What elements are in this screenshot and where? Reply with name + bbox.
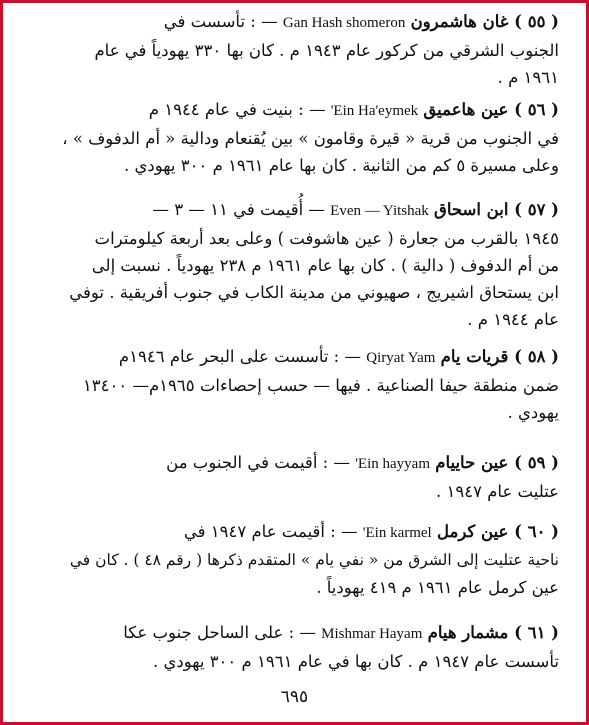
entry-heading: ( ٦٠ ) عين كرمل [436, 522, 559, 541]
entry-first-text: : أقيمت في الجنوب من [166, 453, 329, 472]
entry-58 [61, 343, 559, 426]
entry-line: من أم الدفوف ( دالية ) . كان بها عام ١٩٦١ م ٢٣٨ يهودياً . نسبت إلى [91, 256, 559, 275]
entry-line: في الجنوب من قرية « قيرة وقامون » بين يُقنعام ودالية « أم الدفوف » ، [62, 129, 559, 148]
entry-first-line: ( ٦١ ) مشمار هيام Mishmar Hayam — : على الساحل جنوب عكا [123, 623, 559, 642]
entry-line: ضمن منطقة حيفا الصناعية . فيها — حسب إحصاءات ١٩٦٥م— ١٣٤٠٠ [82, 376, 559, 395]
entry-first-line: ( ٥٦ ) عين هاعميق 'Ein Ha'eymek — : بنيت في عام ١٩٤٤ م [148, 100, 559, 119]
entry-heading: ( ٦١ ) مشمار هيام [427, 623, 559, 642]
entry-first-line: ( ٥٩ ) عين حاييام 'Ein hayyam — : أقيمت في الجنوب من [166, 453, 559, 472]
page-number: ٦٩٥ [280, 687, 309, 707]
entry-line: ١٩٦١ م . [497, 68, 559, 87]
entry-latin-name: Gan Hash shomeron [282, 15, 406, 31]
entry-56 [61, 96, 559, 179]
entry-first-text: : على الساحل جنوب عكا [123, 623, 295, 642]
entry-line: ١٩٤٥ بالقرب من جعارة ( عين هاشوفت ) وعلى بعد أربعة كيلومترات [94, 229, 559, 248]
entry-first-text: أُقيمت في ١١ — ٣ — [152, 200, 304, 219]
entry-heading: ( ٥٧ ) ابن اسحاق [434, 200, 559, 219]
entry-first-text: : أقيمت عام ١٩٤٧ في [183, 522, 336, 541]
entry-55 [61, 8, 559, 91]
entry-latin-name: Even — Yitshak [330, 203, 429, 219]
entry-line: ابن يستحاق اشيريج ، صهيوني من مدينة الكاب في جنوب أفريقية . توفي [69, 283, 559, 302]
entry-59 [61, 449, 559, 505]
entry-60 [61, 518, 559, 601]
entry-line: عام ١٩٤٤ م . [467, 310, 559, 329]
entry-line: تأسست عام ١٩٤٧ م . كان بها في عام ١٩٦١ م ٣٠٠ يهودي . [152, 652, 559, 671]
entry-heading: ( ٥٦ ) عين هاعميق [423, 100, 559, 119]
entry-latin-name: Qiryat Yam [366, 350, 436, 366]
entry-latin-name: 'Ein Ha'eymek [330, 103, 419, 119]
entry-heading: ( ٥٥ ) غان هاشمرون [410, 12, 559, 31]
entry-first-text: : تأسست على البحر عام ١٩٤٦م [118, 347, 340, 366]
entry-line: ناحية عتليت إلى الشرق من « نفي يام » المتقدم ذكرها ( رقم ٤٨ ) . كان في [69, 551, 559, 569]
entry-61 [61, 619, 559, 675]
entry-first-line: ( ٦٠ ) عين كرمل 'Ein karmel — : أقيمت عام ١٩٤٧ في [183, 522, 559, 541]
entry-line: عتليت عام ١٩٤٧ . [436, 482, 559, 501]
entry-first-line: ( ٥٧ ) ابن اسحاق Even — Yitshak — أُقيمت في ١١ — ٣ — [152, 200, 559, 219]
entry-line: وعلى مسيرة ٥ كم من الثانية . كان بها عام ١٩٦١ م ٣٠٠ يهودي . [124, 156, 559, 175]
entry-57 [61, 196, 559, 333]
entry-latin-name: 'Ein hayyam [355, 456, 430, 472]
entry-first-text: : تأسست في [163, 12, 256, 31]
entry-first-line: ( ٥٥ ) غان هاشمرون Gan Hash shomeron — : تأسست في [163, 12, 559, 31]
entry-first-text: : بنيت في عام ١٩٤٤ م [148, 100, 304, 119]
entry-line: يهودي . [507, 403, 559, 422]
entry-first-line: ( ٥٨ ) قريات يام Qiryat Yam — : تأسست على البحر عام ١٩٤٦م [118, 347, 559, 366]
entry-heading: ( ٥٨ ) قريات يام [440, 347, 559, 366]
entry-line: عين كرمل عام ١٩٦١ م ٤١٩ يهودياً . [316, 578, 559, 597]
entry-line: الجنوب الشرقي من كركور عام ١٩٤٣ م . كان بها ٣٣٠ يهودياً في عام [94, 41, 559, 60]
entry-latin-name: 'Ein karmel [362, 525, 432, 541]
entry-heading: ( ٥٩ ) عين حاييام [435, 453, 559, 472]
entry-latin-name: Mishmar Hayam [321, 626, 423, 642]
